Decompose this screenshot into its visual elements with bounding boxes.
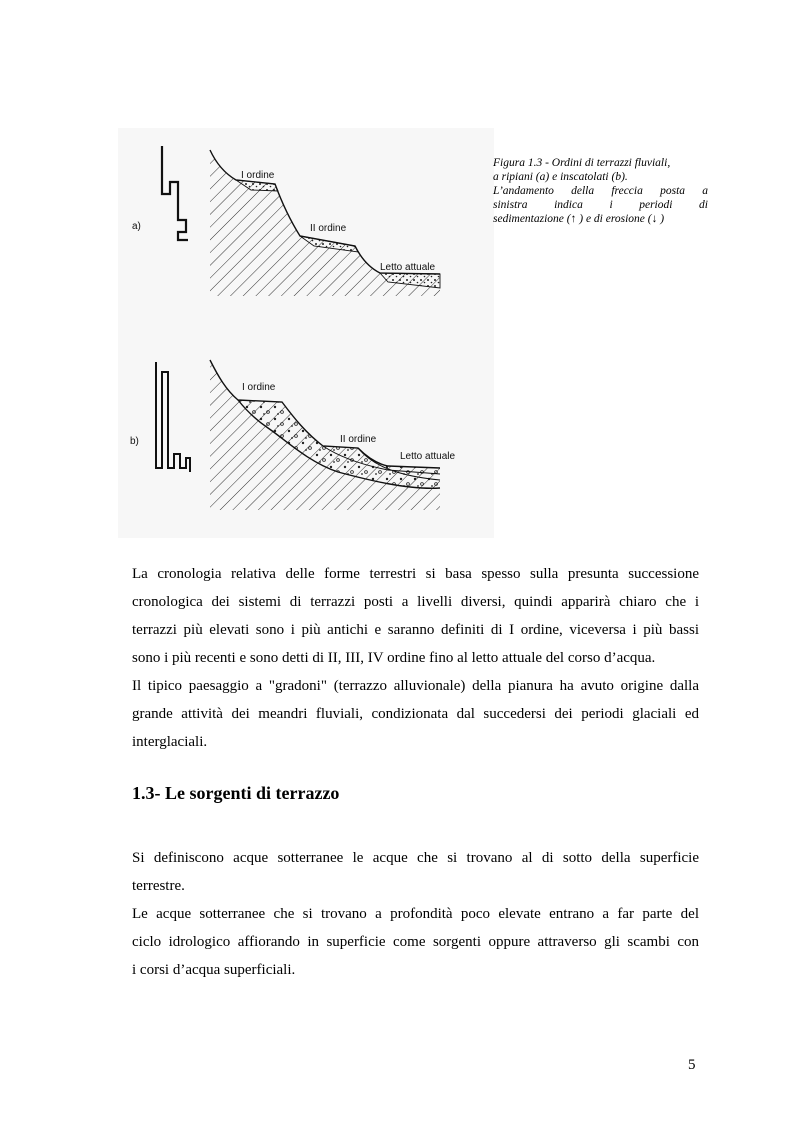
caption-line: sedimentazione (↑ ) e di erosione (↓ ) — [493, 213, 665, 225]
text-line: terrestre. — [132, 878, 185, 894]
panel-a-label-1: I ordine — [241, 170, 275, 181]
caption-line: L’andamento della freccia posta a — [493, 185, 708, 197]
caption-line: sinistra indica i periodi di — [493, 199, 708, 211]
text-line: cronologica dei sistemi di terrazzi posti a livelli diversi, quindi apparirà chiaro che i — [132, 594, 699, 610]
text-line: sono i più recenti e sono detti di II, III, IV ordine fino al letto attuale del corso d’acqua. — [132, 650, 656, 666]
text-line: Le acque sotterranee che si trovano a profondità poco elevate entrano a far parte del — [132, 906, 699, 922]
text-line: interglaciali. — [132, 734, 208, 750]
page-number: 5 — [688, 1057, 696, 1073]
panel-a-label-2: II ordine — [310, 223, 347, 234]
text-line: terrazzi più elevati sono i più antichi e saranno definiti di I ordine, viceversa i più bassi — [132, 622, 699, 638]
text-line: Il tipico paesaggio a "gradoni" (terrazzo alluvionale) della pianura ha avuto origine dalla — [132, 678, 699, 694]
text-line: grande attività dei meandri fluviali, condizionata dal succedersi dei periodi glaciali ed — [132, 706, 699, 722]
figure-caption — [493, 156, 708, 226]
terrace-diagram — [118, 128, 494, 538]
terrace-figure — [118, 128, 494, 538]
section-heading: 1.3- Le sorgenti di terrazzo — [132, 783, 340, 803]
text-line: La cronologia relativa delle forme terrestri si basa spesso sulla presunta successione — [132, 566, 699, 582]
panel-b-label-3: Letto attuale — [400, 451, 456, 462]
caption-line: a ripiani (a) e inscatolati (b). — [493, 171, 628, 183]
panel-b-label-1: I ordine — [242, 382, 276, 393]
body-paragraph-1 — [132, 560, 699, 756]
panel-a-label-3: Letto attuale — [380, 262, 436, 273]
text-line: ciclo idrologico affiorando in superficie come sorgenti oppure attraverso gli scambi con — [132, 934, 699, 950]
panel-a-tag: a) — [132, 221, 141, 232]
panel-b-tag: b) — [130, 436, 139, 447]
text-line: Si definiscono acque sotterranee le acque che si trovano al di sotto della superficie — [132, 850, 699, 866]
text-line: i corsi d’acqua superficiali. — [132, 962, 296, 978]
caption-line: Figura 1.3 - Ordini di terrazzi fluviali, — [493, 157, 671, 169]
panel-b-label-2: II ordine — [340, 434, 377, 445]
body-paragraph-2 — [132, 844, 699, 984]
